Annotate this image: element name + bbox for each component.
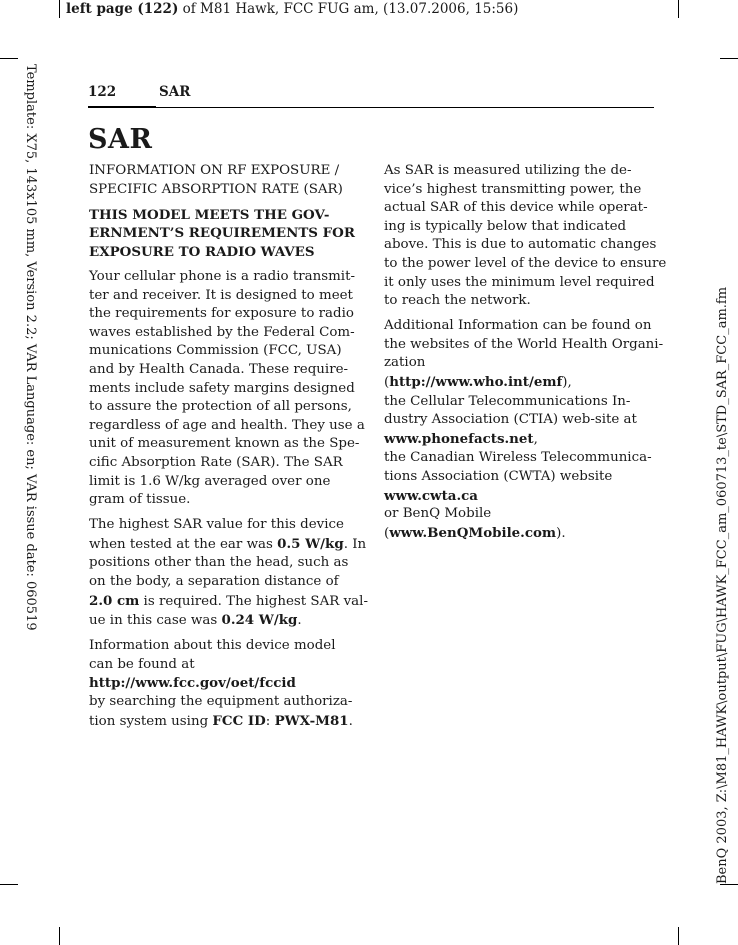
body-paragraph: Your cellular phone is a radio transmit- ter and receiver. It is designed to meet the requirements for exposure to radio waves established by the Federal Com- munications Commission (FCC, USA) and by Health Canada. These require- ments include safety margins designed to assure the protection of all persons, regardless of age and health. They use a unit of measurement known as the Spe- cific Absorption Rate (SAR). The SAR limit is 1.6 W/kg averaged over one gram of tissue. (89, 268, 365, 508)
header-rule-thick (88, 106, 156, 108)
cwta-url[interactable]: www.cwta.ca (384, 487, 478, 504)
crop-mark (59, 927, 60, 945)
crop-mark (0, 58, 18, 59)
crop-mark (678, 927, 679, 945)
fcc-id-value: PWX-M81 (274, 712, 349, 729)
left-column (89, 162, 368, 738)
crop-mark (678, 0, 679, 18)
ctia-url[interactable]: www.phonefacts.net (384, 430, 534, 447)
separation-distance: 2.0 cm (89, 592, 140, 609)
who-url[interactable]: http://www.who.int/emf (389, 374, 563, 391)
intro-paragraph: INFORMATION ON RF EXPOSURE / SPECIFIC ABSORPTION RATE (SAR) (89, 163, 343, 197)
body-paragraph: As SAR is measured utilizing the de- vice’s highest transmitting power, the actual SAR of this device while operat- ing is typically below that indicated above. This is due to automatic changes to the power level of the device to ensure it only uses the minimum level required to reach the network. (384, 163, 667, 309)
running-header-section: SAR (159, 84, 191, 100)
crop-mark (59, 0, 60, 18)
crop-mark (720, 58, 738, 59)
sar-ear-value: 0.5 W/kg (277, 535, 344, 552)
page-number: 122 (88, 84, 117, 100)
additional-info-paragraph: Additional Information can be found on the websites of the World Health Organi- zation (http://www.who.int/emf), the Cellular Telecommunications In- dustry Association (CTIA) web-site at www.phonefacts.net, the Canadian Wireless Telecommunica- tions Association (CWTA) website www.cwta.ca or BenQ Mobile (www.BenQMobile.com). (384, 318, 664, 541)
benq-url[interactable]: www.BenQMobile.com (389, 524, 557, 541)
file-path-vertical: BenQ 2003, Z:\M81_HAWK\output\FUG\HAWK_FCC_am_060713_te\STD_SAR_FCC_am.fm (715, 286, 730, 884)
right-column (384, 162, 667, 550)
fcc-info-paragraph: Information about this device model can be found at http://www.fcc.gov/oet/fccid by searching the equipment authoriza- tion system using FCC ID: PWX-M81. (89, 637, 357, 731)
compliance-statement: THIS MODEL MEETS THE GOV- ERNMENT’S REQUIREMENTS FOR EXPOSURE TO RADIO WAVES (89, 206, 355, 260)
page-title: SAR (88, 124, 153, 155)
template-info-vertical: Template: X75, 143x105 mm, Version 2.2; VAR Language: en; VAR issue date: 060519 (23, 64, 38, 631)
fcc-url[interactable]: http://www.fcc.gov/oet/fccid (89, 675, 296, 692)
header-rule (156, 107, 654, 108)
sar-values-paragraph: The highest SAR value for this device when tested at the ear was 0.5 W/kg. In positions other than the head, such as on the body, a separation distance of 2.0 cm is required. The highest SAR val- ue in this case was 0.24 W/kg. (89, 517, 368, 629)
print-header-note: left page (122) of M81 Hawk, FCC FUG am, (13.07.2006, 15:56) (66, 1, 519, 17)
crop-mark (720, 884, 738, 885)
crop-mark (0, 884, 18, 885)
sar-body-value: 0.24 W/kg (221, 612, 298, 629)
